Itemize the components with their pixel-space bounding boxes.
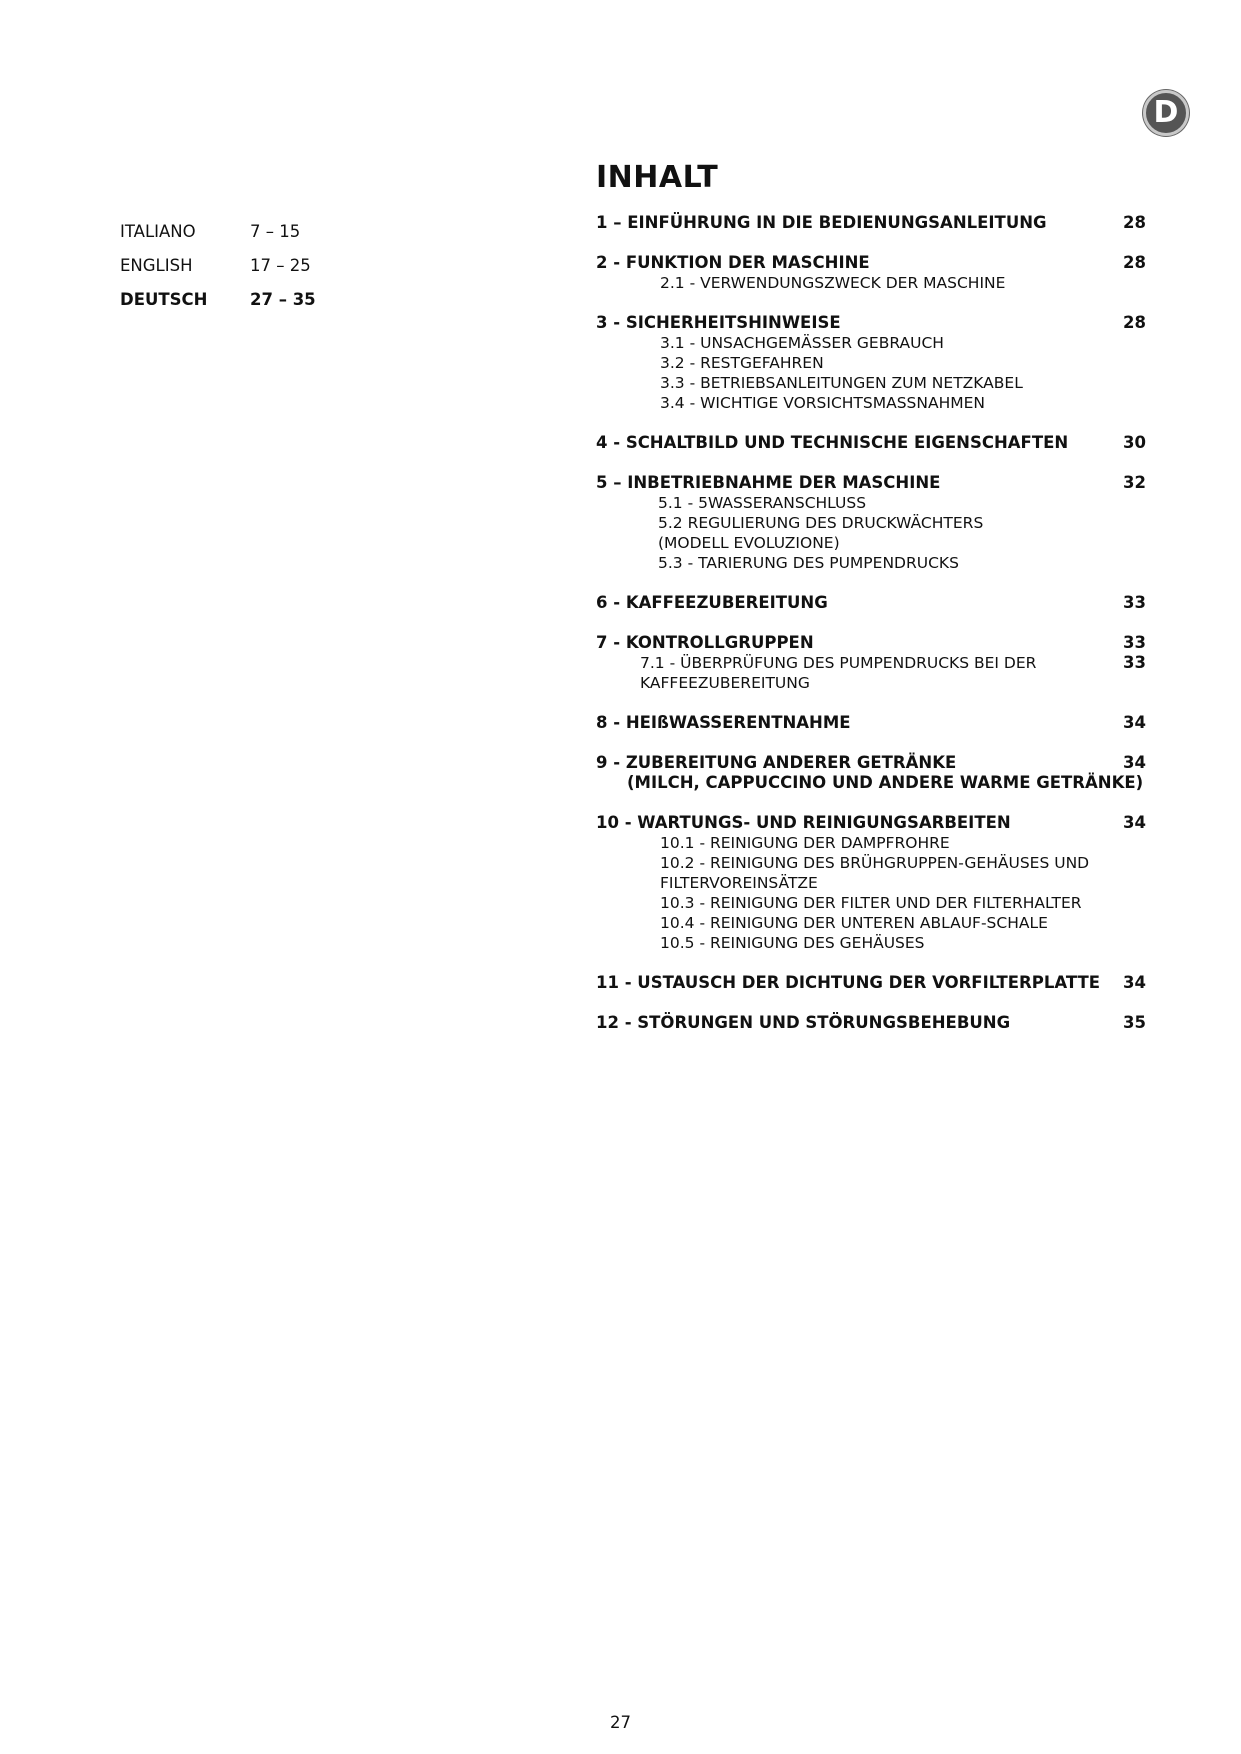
toc-subentry[interactable]: 3.4 - WICHTIGE VORSICHTSMASSNAHMEN	[660, 394, 986, 412]
toc-subentry[interactable]: 2.1 - VERWENDUNGSZWECK DER MASCHINE	[660, 274, 1006, 292]
toc-entry-title: 6 - KAFFEEZUBEREITUNG	[596, 593, 828, 612]
toc-entry-title: 1 – EINFÜHRUNG IN DIE BEDIENUNGSANLEITUNG	[596, 213, 1047, 232]
toc-subentry[interactable]: 10.5 - REINIGUNG DES GEHÄUSES	[660, 934, 925, 952]
toc-entry-page: 35	[1123, 1013, 1146, 1032]
toc-subentry[interactable]: 5.3 - TARIERUNG DES PUMPENDRUCKS	[658, 554, 959, 572]
toc-entry-title: 5 – INBETRIEBNAHME DER MASCHINE	[596, 473, 941, 492]
toc-entry-page: 32	[1123, 473, 1146, 492]
toc-entry-title: 8 - HEIßWASSERENTNAHME	[596, 713, 851, 732]
toc-entry-title: 7 - KONTROLLGRUPPEN	[596, 633, 814, 652]
toc-entry[interactable]	[596, 473, 1146, 493]
language-name: DEUTSCH	[120, 290, 208, 309]
language-pages: 7 – 15	[250, 222, 301, 241]
toc-subentry[interactable]: 3.1 - UNSACHGEMÄSSER GEBRAUCH	[660, 334, 944, 352]
toc-section	[596, 973, 1146, 993]
toc-title: INHALT	[596, 160, 719, 195]
toc-entry-page: 34	[1123, 973, 1146, 992]
language-pages: 27 – 35	[250, 290, 316, 309]
toc-subentry[interactable]: 10.2 - REINIGUNG DES BRÜHGRUPPEN-GEHÄUSES UND	[660, 854, 1090, 872]
toc-section	[596, 313, 1146, 413]
toc-section	[596, 1013, 1146, 1033]
toc-subentry[interactable]	[596, 653, 1146, 673]
toc-entry[interactable]	[596, 593, 1146, 613]
toc-subentry[interactable]: 5.2 REGULIERUNG DES DRUCKWÄCHTERS	[658, 514, 984, 532]
language-row-italiano[interactable]	[120, 222, 316, 256]
toc-subentry[interactable]: 10.3 - REINIGUNG DER FILTER UND DER FILTERHALTER	[660, 894, 1082, 912]
language-pages: 17 – 25	[250, 256, 311, 275]
toc-section	[596, 813, 1146, 953]
language-row-english[interactable]	[120, 256, 316, 290]
toc-entry-continuation: (MILCH, CAPPUCCINO UND ANDERE WARME GETRÄNKE)	[627, 773, 1144, 792]
toc-section	[596, 253, 1146, 293]
toc-section	[596, 713, 1146, 733]
toc-subentry[interactable]: 10.4 - REINIGUNG DER UNTEREN ABLAUF-SCHALE	[660, 914, 1048, 932]
toc-entry[interactable]	[596, 1013, 1146, 1033]
toc-entry[interactable]	[596, 253, 1146, 273]
toc-entry-page: 28	[1123, 213, 1146, 232]
toc-entry-title: 3 - SICHERHEITSHINWEISE	[596, 313, 841, 332]
toc-entry-title: 2 - FUNKTION DER MASCHINE	[596, 253, 870, 272]
language-name: ENGLISH	[120, 256, 193, 275]
toc-subentry-continuation: (MODELL EVOLUZIONE)	[658, 534, 840, 552]
toc-entry-title: 9 - ZUBEREITUNG ANDERER GETRÄNKE	[596, 753, 957, 772]
language-name: ITALIANO	[120, 222, 196, 241]
toc-entry-title: 11 - USTAUSCH DER DICHTUNG DER VORFILTERPLATTE	[596, 973, 1100, 992]
toc-section	[596, 633, 1146, 693]
toc-entry-title: 4 - SCHALTBILD UND TECHNISCHE EIGENSCHAFTEN	[596, 433, 1069, 452]
toc-subentry-title: 7.1 - ÜBERPRÜFUNG DES PUMPENDRUCKS BEI DER	[640, 654, 1037, 672]
toc-subentry[interactable]: 3.2 - RESTGEFAHREN	[660, 354, 824, 372]
toc-entry-page: 34	[1123, 753, 1146, 772]
toc-entry-page: 33	[1123, 633, 1146, 652]
toc-entry-page: 34	[1123, 713, 1146, 732]
toc-section	[596, 433, 1146, 453]
toc-subentry[interactable]: 3.3 - BETRIEBSANLEITUNGEN ZUM NETZKABEL	[660, 374, 1023, 392]
page-number: 27	[610, 1713, 631, 1732]
toc-entry[interactable]	[596, 713, 1146, 733]
toc-subentry-continuation: FILTERVOREINSÄTZE	[660, 874, 818, 892]
toc-entry[interactable]	[596, 813, 1146, 833]
toc-section	[596, 593, 1146, 613]
language-badge-icon: D	[1143, 90, 1189, 136]
toc-entry[interactable]	[596, 213, 1146, 233]
toc-entry-title: 12 - STÖRUNGEN UND STÖRUNGSBEHEBUNG	[596, 1013, 1011, 1032]
table-of-contents	[596, 213, 1146, 1053]
toc-entry-page: 33	[1123, 593, 1146, 612]
toc-entry-title: 10 - WARTUNGS- UND REINIGUNGSARBEITEN	[596, 813, 1011, 832]
toc-entry-page: 28	[1123, 313, 1146, 332]
toc-entry-page: 34	[1123, 813, 1146, 832]
toc-section	[596, 213, 1146, 233]
toc-entry[interactable]	[596, 313, 1146, 333]
language-index	[120, 222, 316, 324]
toc-section	[596, 473, 1146, 573]
toc-section	[596, 753, 1146, 793]
language-row-deutsch[interactable]	[120, 290, 316, 324]
toc-entry[interactable]	[596, 753, 1146, 773]
toc-subentry-continuation: KAFFEEZUBEREITUNG	[640, 674, 810, 692]
toc-entry[interactable]	[596, 433, 1146, 453]
toc-subentry[interactable]: 10.1 - REINIGUNG DER DAMPFROHRE	[660, 834, 950, 852]
toc-entry-page: 28	[1123, 253, 1146, 272]
toc-entry-page: 30	[1123, 433, 1146, 452]
toc-entry[interactable]	[596, 973, 1146, 993]
toc-subentry[interactable]: 5.1 - 5WASSERANSCHLUSS	[658, 494, 867, 512]
toc-entry[interactable]	[596, 633, 1146, 653]
toc-subentry-page: 33	[1123, 653, 1146, 672]
